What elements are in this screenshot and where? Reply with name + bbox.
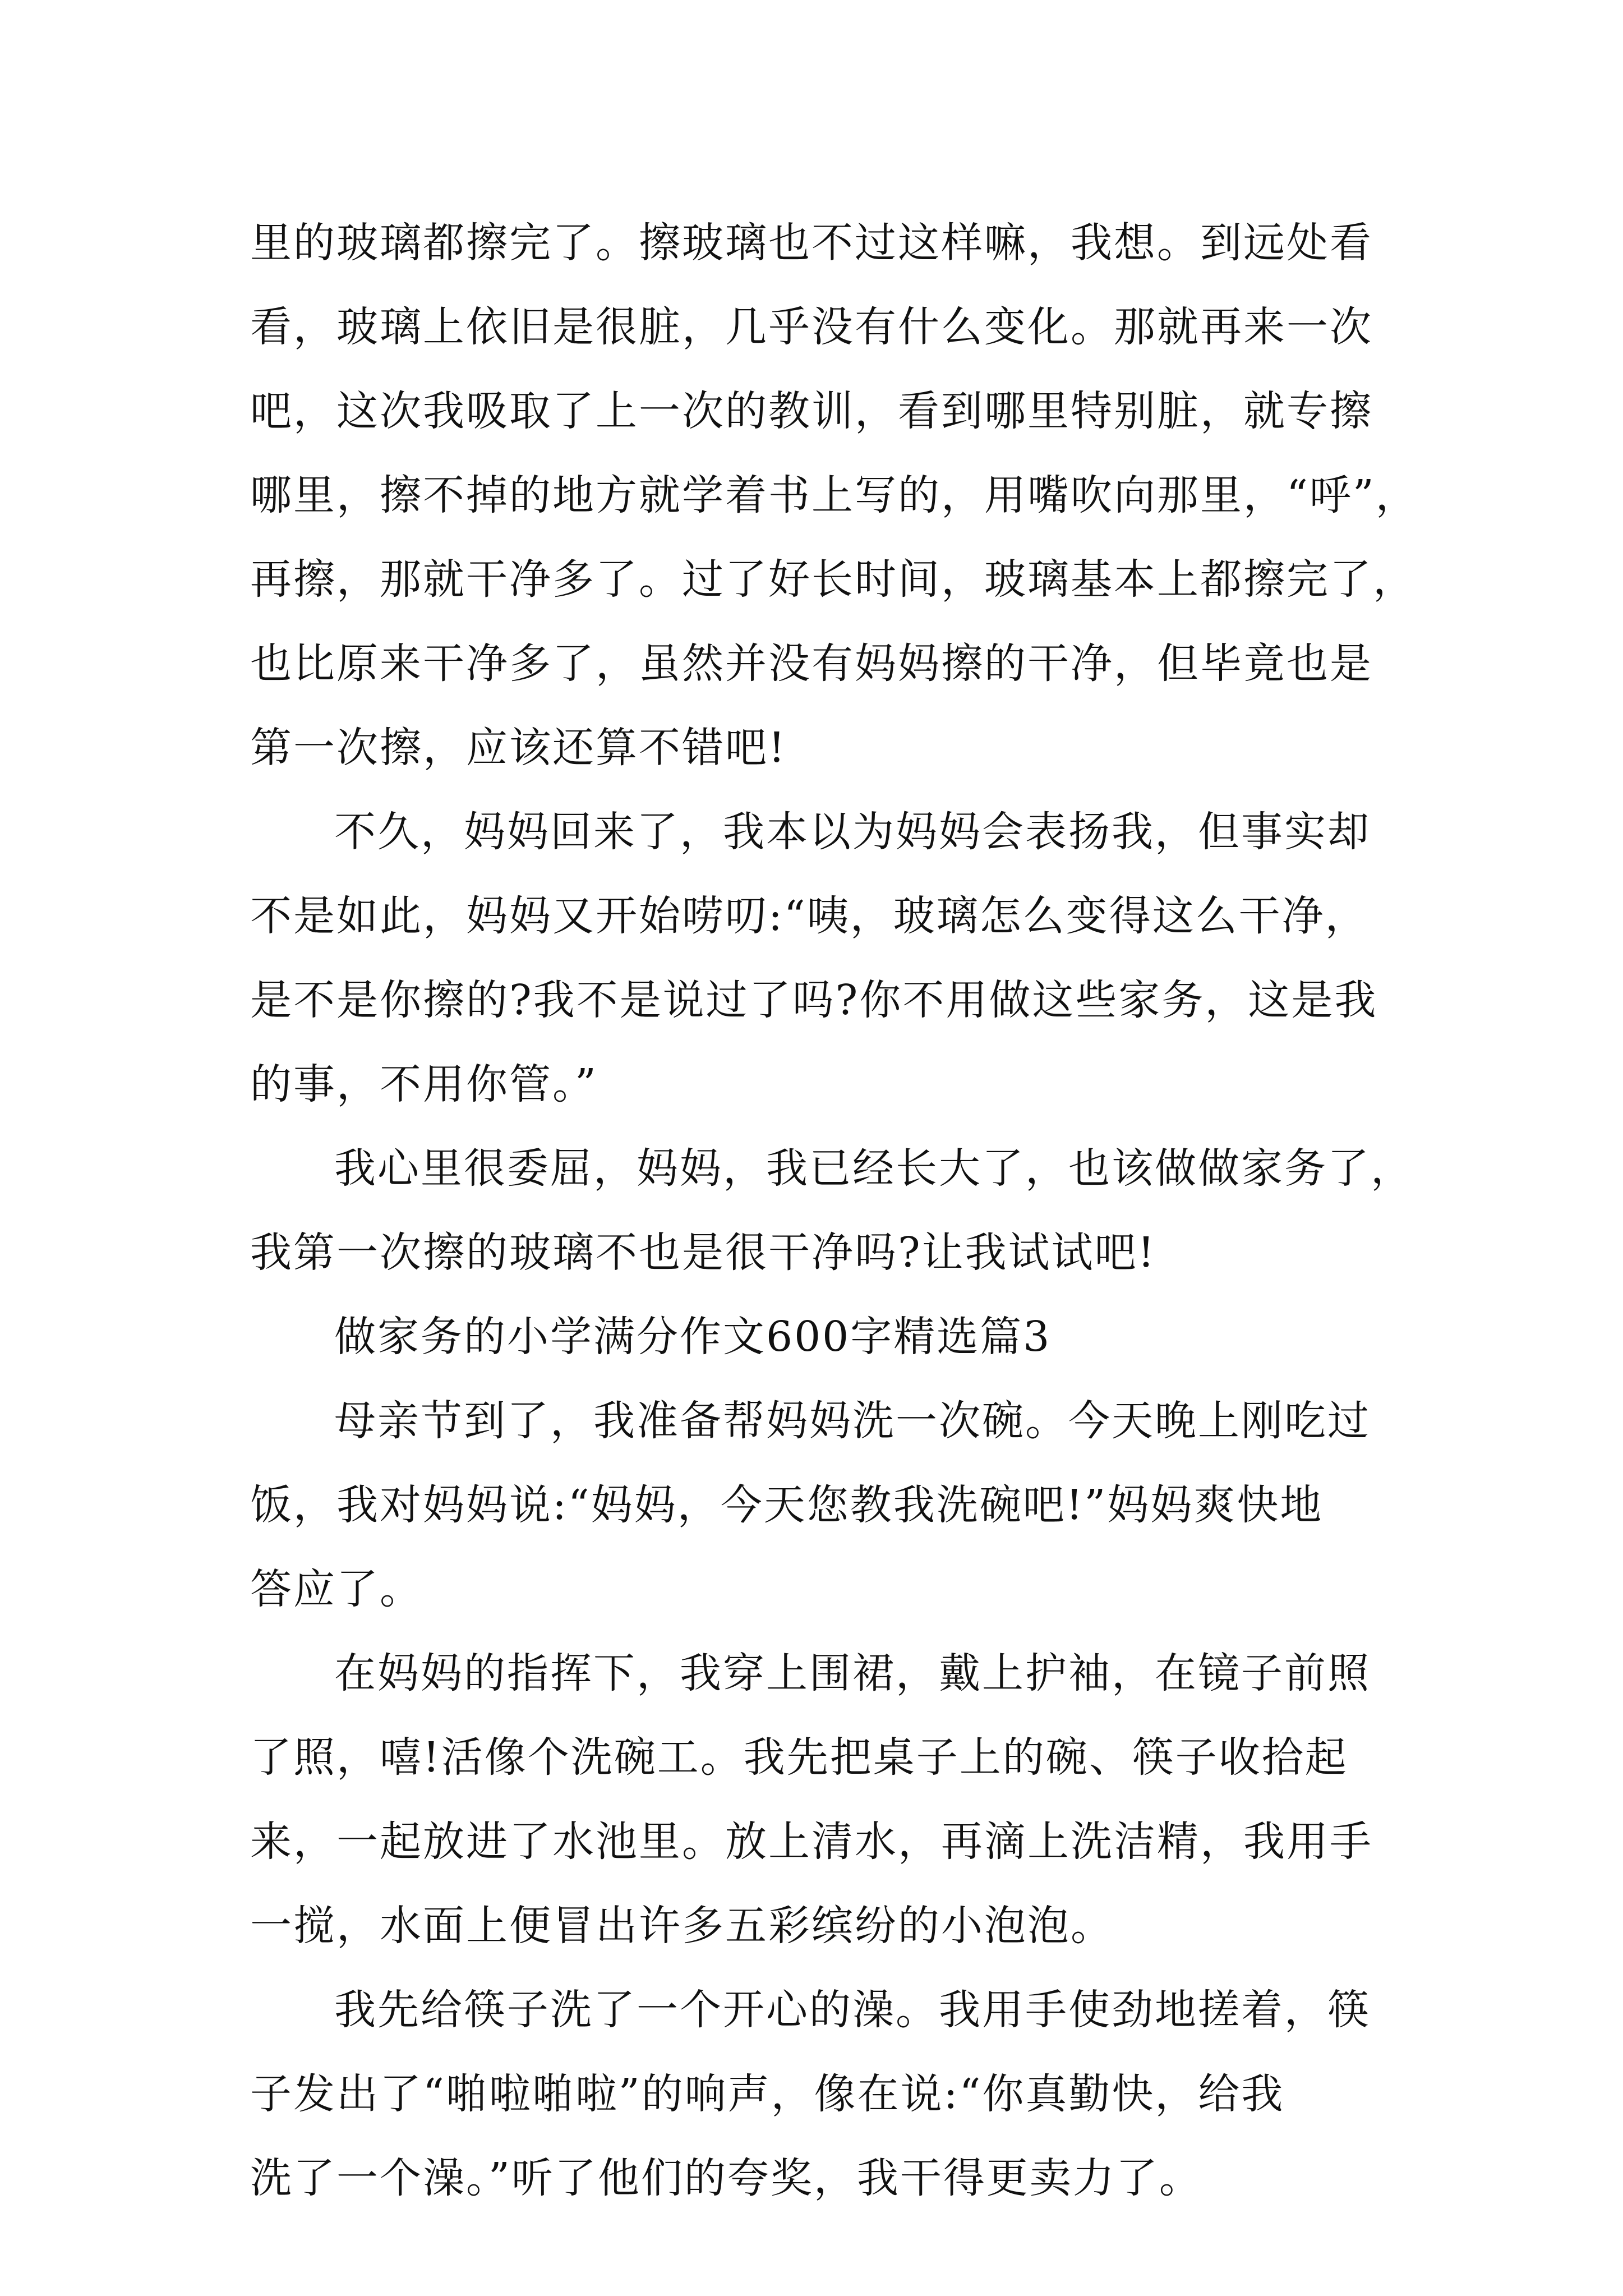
text-line: 子发出了“啪啦啪啦”的响声，像在说:“你真勤快，给我 bbox=[250, 2070, 1285, 2118]
paragraph-first-line: 在妈妈的指挥下，我穿上围裙，戴上护袖，在镜子前照 bbox=[334, 1649, 1371, 1697]
text-line: 不是如此，妈妈又开始唠叨:“咦，玻璃怎么变得这么干净， bbox=[250, 892, 1368, 940]
text-line: 里的玻璃都擦完了。擦玻璃也不过这样嘛，我想。到远处看 bbox=[250, 219, 1373, 267]
text-line: 来，一起放进了水池里。放上清水，再滴上洗洁精，我用手 bbox=[250, 1818, 1373, 1866]
paragraph-first-line: 母亲节到了，我准备帮妈妈洗一次碗。今天晚上刚吃过 bbox=[334, 1397, 1371, 1445]
paragraph-first-line: 不久，妈妈回来了，我本以为妈妈会表扬我，但事实却 bbox=[334, 808, 1371, 856]
text-line: 洗了一个澡。”听了他们的夸奖，我干得更卖力了。 bbox=[250, 2154, 1202, 2202]
text-line: 看，玻璃上依旧是很脏，几乎没有什么变化。那就再来一次 bbox=[250, 303, 1373, 351]
text-line: 的事，不用你管。” bbox=[250, 1060, 598, 1108]
text-line: 吧，这次我吸取了上一次的教训，看到哪里特别脏，就专擦 bbox=[250, 387, 1373, 435]
text-line: 答应了。 bbox=[250, 1565, 423, 1613]
text-line: 了照，嘻!活像个洗碗工。我先把桌子上的碗、筷子收拾起 bbox=[250, 1733, 1348, 1782]
paragraph-first-line: 我先给筷子洗了一个开心的澡。我用手使劲地搓着，筷 bbox=[334, 1986, 1371, 2034]
text-line: 我第一次擦的玻璃不也是很干净吗?让我试试吧! bbox=[250, 1228, 1156, 1277]
text-line: 再擦，那就干净多了。过了好长时间，玻璃基本上都擦完了， bbox=[250, 555, 1416, 604]
section-heading: 做家务的小学满分作文600字精选篇3 bbox=[334, 1313, 1052, 1361]
text-line: 也比原来干净多了，虽然并没有妈妈擦的干净，但毕竟也是 bbox=[250, 639, 1373, 688]
text-line: 第一次擦，应该还算不错吧! bbox=[250, 724, 787, 772]
text-line: 饭，我对妈妈说:“妈妈，今天您教我洗碗吧!”妈妈爽快地 bbox=[250, 1481, 1324, 1529]
text-line: 哪里，擦不掉的地方就学着书上写的，用嘴吹向那里，“呼”， bbox=[250, 471, 1419, 519]
text-line: 是不是你擦的?我不是说过了吗?你不用做这些家务，这是我 bbox=[250, 976, 1378, 1024]
text-line: 一搅，水面上便冒出许多五彩缤纷的小泡泡。 bbox=[250, 1902, 1114, 1950]
paragraph-first-line: 我心里很委屈，妈妈，我已经长大了，也该做做家务了， bbox=[334, 1144, 1414, 1193]
